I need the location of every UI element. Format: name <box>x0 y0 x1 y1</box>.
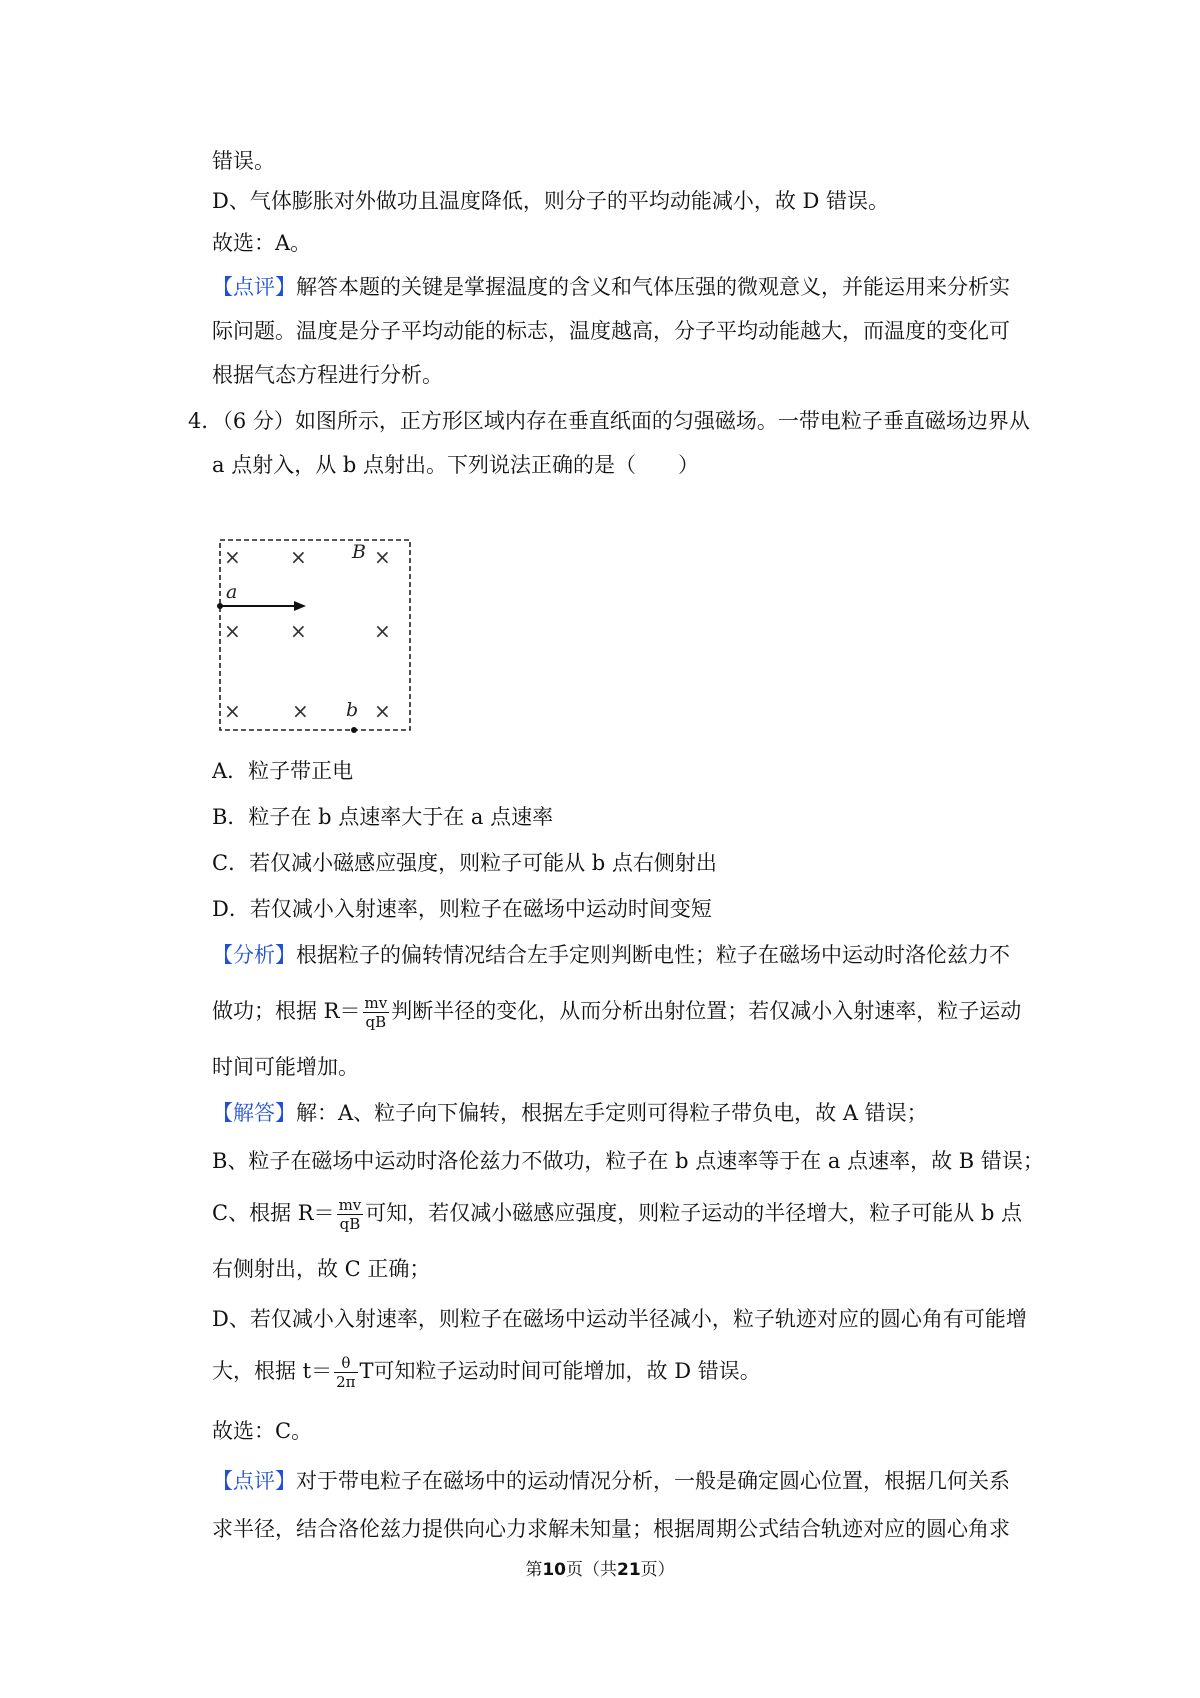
question-4-stem-cont: a 点射入，从 b 点射出。下列说法正确的是（ ） <box>212 453 699 477</box>
solution-tag: 【解答】 <box>212 1101 296 1125</box>
footer-text: 第 <box>525 1560 543 1580</box>
comment-paragraph <box>212 1466 1010 1496</box>
field-symbol: × <box>224 699 241 723</box>
formula-numerator: θ <box>334 1354 357 1373</box>
text-span: C、根据 R＝ <box>212 1201 335 1225</box>
formula-denominator: 2π <box>336 1373 356 1391</box>
text-line: 故选：C。 <box>212 1419 313 1443</box>
field-symbol: × <box>374 699 391 723</box>
field-symbol: × <box>290 545 307 569</box>
comment-text: 对于带电粒子在磁场中的运动情况分析，一般是确定圆心位置，根据几何关系 <box>296 1469 1010 1493</box>
text-line: 故选：A。 <box>212 231 312 255</box>
field-symbol: × <box>224 619 241 643</box>
text-span: 大，根据 t＝ <box>212 1359 333 1383</box>
formula-numerator: mv <box>338 1196 362 1214</box>
formula-radius <box>363 994 390 1031</box>
comment-tag: 【点评】 <box>212 275 296 299</box>
text-line: 根据气态方程进行分析。 <box>212 363 443 387</box>
solution-text: 解：A、粒子向下偏转，根据左手定则可得粒子带负电，故 A 错误； <box>296 1101 928 1125</box>
comment-paragraph <box>212 272 1010 302</box>
option-c: C．若仅减小磁感应强度，则粒子可能从 b 点右侧射出 <box>212 851 717 875</box>
text-line: D、气体膨胀对外做功且温度降低，则分子的平均动能减小，故 D 错误。 <box>212 189 890 213</box>
analysis-paragraph <box>212 940 1010 970</box>
exit-point-b <box>351 727 357 733</box>
analysis-line-2 <box>212 994 1021 1031</box>
field-symbol: × <box>292 699 309 723</box>
formula-tail: T <box>359 1359 374 1383</box>
text-span: 判断半径的变化，从而分析出射位置；若仅减小入射速率，粒子运动 <box>391 999 1022 1023</box>
analysis-tag: 【分析】 <box>212 943 296 967</box>
comment-text: 解答本题的关键是掌握温度的含义和气体压强的微观意义，并能运用来分析实 <box>296 275 1010 299</box>
text-line: 求半径，结合洛伦兹力提供向心力求解未知量；根据周期公式结合轨迹对应的圆心角求 <box>212 1517 1010 1541</box>
formula-denominator: qB <box>339 1215 361 1233</box>
label-b: b <box>346 699 359 721</box>
text-line: 错误。 <box>212 149 275 173</box>
option-a: A．粒子带正电 <box>212 759 354 783</box>
text-span: 可知，若仅减小磁感应强度，则粒子运动的半径增大，粒子可能从 b 点 <box>365 1201 1023 1225</box>
field-symbol: × <box>374 619 391 643</box>
solution-paragraph <box>212 1098 928 1128</box>
option-b: B．粒子在 b 点速率大于在 a 点速率 <box>212 805 554 829</box>
solution-line-d <box>212 1354 761 1391</box>
field-symbol: × <box>374 545 391 569</box>
footer-text: 页（共 <box>566 1560 617 1580</box>
magnetic-field-figure <box>208 530 428 740</box>
page-number: 10 <box>542 1560 566 1580</box>
label-B: B <box>352 541 366 563</box>
text-line: 际问题。温度是分子平均动能的标志，温度越高，分子平均动能越大，而温度的变化可 <box>212 319 1010 343</box>
field-symbol: × <box>224 545 241 569</box>
comment-tag: 【点评】 <box>212 1469 296 1493</box>
footer-text: 页） <box>640 1560 675 1580</box>
solution-line-c <box>212 1196 1022 1233</box>
text-line: B、粒子在磁场中运动时洛伦兹力不做功，粒子在 b 点速率等于在 a 点速率，故 B 错误； <box>212 1149 1044 1173</box>
option-d: D．若仅减小入射速率，则粒子在磁场中运动时间变短 <box>212 897 712 921</box>
question-4-stem: 4．（6 分）如图所示，正方形区域内存在垂直纸面的匀强磁场。一带电粒子垂直磁场边界从 <box>188 409 1030 433</box>
text-line: D、若仅减小入射速率，则粒子在磁场中运动半径减小，粒子轨迹对应的圆心角有可能增 <box>212 1307 1027 1331</box>
page-footer <box>0 1558 1200 1582</box>
text-line: 右侧射出，故 C 正确； <box>212 1257 431 1281</box>
field-symbol: × <box>290 619 307 643</box>
formula-numerator: mv <box>364 994 388 1012</box>
analysis-text: 根据粒子的偏转情况结合左手定则判断电性；粒子在磁场中运动时洛伦兹力不 <box>296 943 1010 967</box>
label-a: a <box>226 581 238 603</box>
text-span: 做功；根据 R＝ <box>212 999 361 1023</box>
text-line: 时间可能增加。 <box>212 1055 359 1079</box>
formula-denominator: qB <box>365 1013 387 1031</box>
formula-time <box>334 1354 357 1391</box>
formula-radius <box>337 1196 364 1233</box>
arrow-head <box>294 601 306 611</box>
field-symbols <box>224 545 391 723</box>
page-total: 21 <box>617 1560 641 1580</box>
text-span: 可知粒子运动时间可能增加，故 D 错误。 <box>373 1359 761 1383</box>
